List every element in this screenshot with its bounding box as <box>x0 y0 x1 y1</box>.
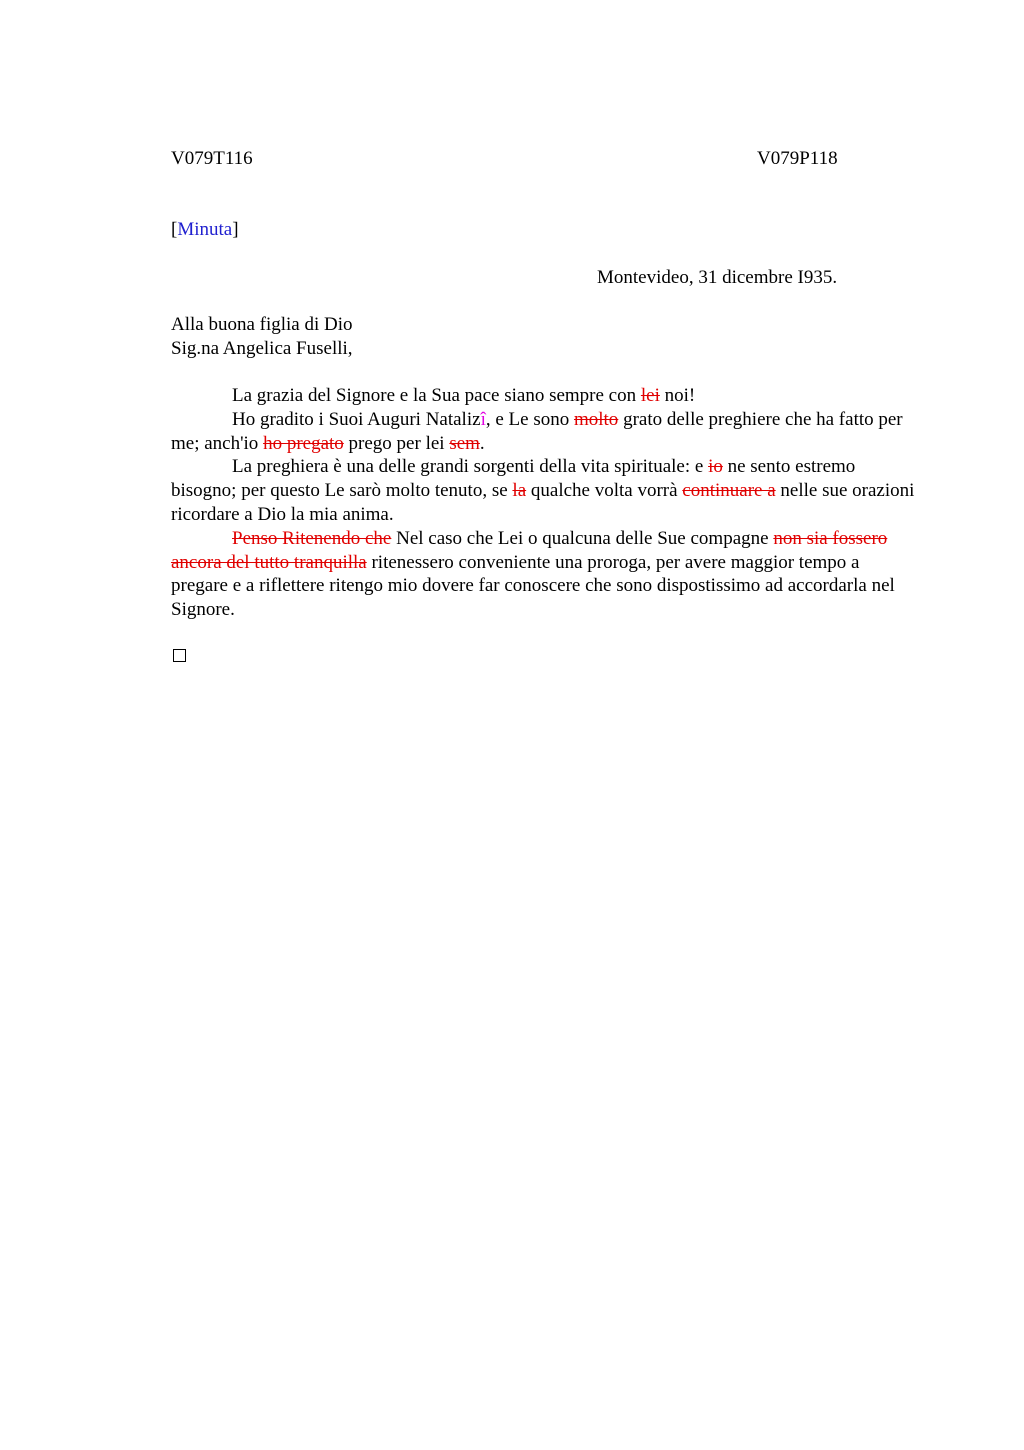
text-run: qualche volta vorrà <box>526 480 683 502</box>
text-run: Ho gradito i Suoi Auguri Nataliz <box>232 408 481 430</box>
paragraph-4 <box>171 527 916 622</box>
text-run: La grazia del Signore e la Sua pace siano sempre con <box>232 385 641 406</box>
deleted-text: non sia fossero ancora del tutto tranquilla <box>171 527 888 573</box>
text-run: La preghiera è una delle grandi sorgenti della vita spirituale: e <box>232 456 709 478</box>
text-run: , e Le sono <box>485 408 574 430</box>
text-run: nelle sue orazioni ricordare a Dio la mia anima. <box>171 480 915 525</box>
address-line-1: Alla buona figlia di Dio <box>171 314 353 335</box>
bracket-open: [ <box>171 219 178 240</box>
text-run: grato delle preghiere che ha fatto per me; anch'io <box>171 408 903 454</box>
text-run: prego per lei <box>343 432 450 454</box>
text-run: ne sento estremo bisogno; per questo Le sarò molto tenuto, se <box>171 456 856 502</box>
deleted-text: Penso Ritenendo che <box>232 527 392 549</box>
draft-note <box>171 218 239 242</box>
deleted-text: la <box>512 480 527 502</box>
bracket-close: ] <box>232 219 239 240</box>
paragraph-2 <box>171 408 916 456</box>
dateline: Montevideo, 31 dicembre I935. <box>597 267 838 288</box>
reference-code-right: V079P118 <box>757 148 838 169</box>
letter-body <box>171 384 916 622</box>
text-run: . <box>479 432 485 454</box>
inserted-text: î <box>480 408 486 430</box>
address-line-2: Sig.na Angelica Fuselli, <box>171 338 353 359</box>
paragraph-1 <box>171 384 916 408</box>
deleted-text: ho pregato <box>263 432 344 454</box>
deleted-text: molto <box>573 408 619 430</box>
text-run: noi! <box>659 385 696 406</box>
reference-code-left: V079T116 <box>171 148 253 169</box>
draft-label: Minuta <box>177 219 233 240</box>
recipient-address <box>171 313 353 361</box>
end-marker-square-icon <box>173 649 186 662</box>
deleted-text: continuare a <box>682 480 776 502</box>
deleted-text: sem <box>449 432 480 454</box>
text-run: ritenessero conveniente una proroga, per avere maggior tempo a pregare e a riflettere ritengo mio dovere far conoscere che sono dispostissimo ad accordarla nel Signore. <box>171 551 895 621</box>
text-run: Nel caso che Lei o qualcuna delle Sue compagne <box>391 527 774 549</box>
deleted-text: lei <box>640 385 660 406</box>
deleted-text: io <box>708 456 723 478</box>
paragraph-3 <box>171 455 916 526</box>
